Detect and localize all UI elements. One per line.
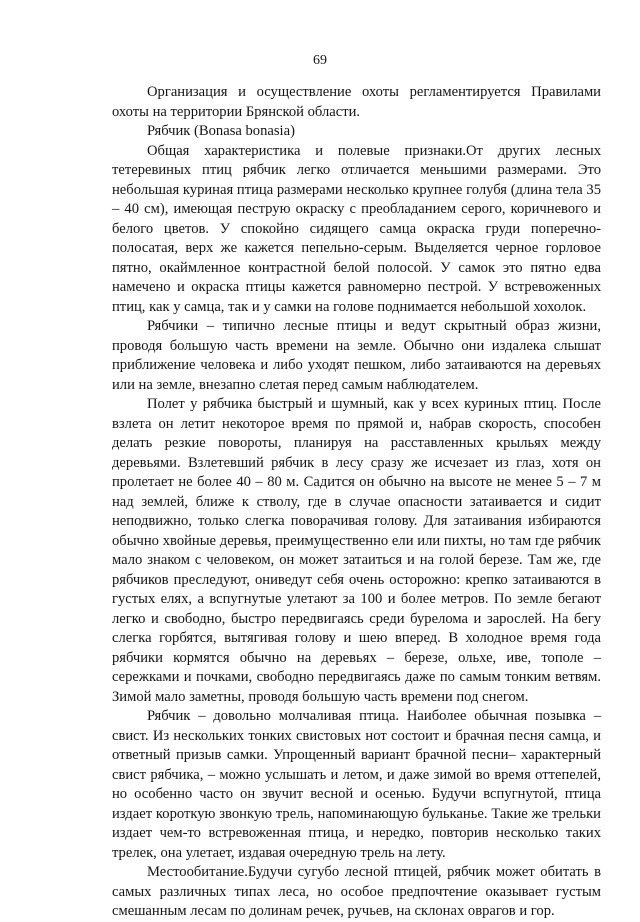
body-text xyxy=(112,83,601,922)
paragraph-hunting-regulation: Организация и осуществление охоты регламентируется Правилами охоты на территории Брянской области. xyxy=(112,84,601,120)
paragraph-voice: Рябчик – довольно молчаливая птица. Наиболее обычная позывка – свист. Из нескольких тонких свистовых нот состоит и брачная песня самца, и ответный призыв самки. Упрощенный вариант брачной песни– характерный свист рябчика, – можно услышать и летом, и даже зимой во время оттепелей, но особенно часто он звучит весной и осенью. Будучи вспугнутой, птица издает короткую звонкую трель, напоминающую бульканье. Такие же трельки издает чем-то встревоженная птица, и нередко, повторив несколько таких трелек, она улетает, издавая очередную трель на лету. xyxy=(112,708,601,861)
section-heading-hazel-grouse: Рябчик (Bonasa bonasia) xyxy=(147,123,295,139)
paragraph-flight: Полет у рябчика быстрый и шумный, как у всех куриных птиц. После взлета он летит некоторое время по прямой и, набрав скорость, способен делать резкие повороты, планируя на расставленных крыльях между деревьями. Взлетевший рябчик в лесу сразу же исчезает из глаз, хотя он пролетает не более 40 – 80 м. Садится он обычно на высоте не менее 5 – 7 м над землей, ближе к стволу, где в случае опасности затаивается и сидит неподвижно, только слегка поворачивая голову. Для затаивания избираются обычно хвойные деревья, преимущественно ели или пихты, но там где рябчик мало знаком с человеком, он может затаиться и на голой березе. Там же, где рябчиков преследуют, ониведут себя очень осторожно: крепко затаиваются в густых елях, а вспугнутые улетают за 100 и более метров. По земле бегают легко и свободно, быстро передвигаясь среди бурелома и зарослей. На бегу слегка горбятся, вытягивая голову и шею вперед. В холодное время года рябчики кормятся обычно на деревьях – березе, ольхе, иве, тополе – сережками и почками, свободно передвигаясь даже по самым тонким ветвям. Зимой мало заметны, проводя большую часть времени под снегом. xyxy=(112,396,601,705)
paragraph-habitat: Местообитание.Будучи сугубо лесной птицей, рябчик может обитать в самых различных типах леса, но особое предпочтение оказывает густым смешанным лесам по долинам речек, ручьев, на склонах оврагов и гор. xyxy=(112,864,601,919)
paragraph-general-characteristics: Общая характеристика и полевые признаки.От других лесных тетеревиных птиц рябчик легко отличается меньшими размерами. Это небольшая куриная птица размерами несколько крупнее голубя (длина тела 35 – 40 см), имеющая пеструю окраску с преобладанием серого, коричневого и белого цветов. У спокойно сидящего самца окраска груди поперечно-полосатая, верх же кажется пепельно-серым. Выделяется черное горловое пятно, окаймленное контрастной белой полосой. У самок это пятно едва намечено и окраска птицы кажется равномерно пестрой. У встревоженных птиц, как у самца, так и у самки на голове поднимается небольшой хохолок. xyxy=(112,142,601,315)
page-number: 69 xyxy=(313,53,327,68)
paragraph-behavior: Рябчики – типично лесные птицы и ведут скрытный образ жизни, проводя большую часть времени на земле. Обычно они издалека слышат приближение человека и либо уходят пешком, либо затаиваются на деревьях или на земле, внезапно слетая перед самым наблюдателем. xyxy=(112,318,601,393)
